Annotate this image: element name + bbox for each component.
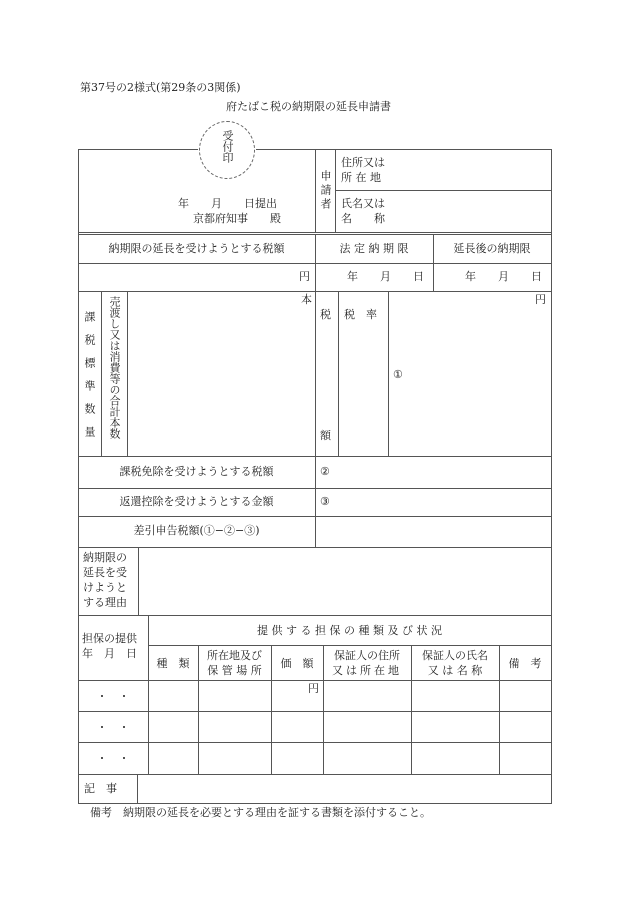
reception-stamp-label: 受付印 [221, 130, 234, 163]
amount-yen-unit: 円 [299, 270, 310, 283]
notes-field[interactable] [141, 777, 548, 800]
applicant-label: 申請者 [319, 170, 332, 212]
addressee: 京都府知事 殿 [193, 212, 281, 225]
legal-deadline-date[interactable]: 年 月 日 [347, 270, 424, 283]
extended-deadline-header: 延長後の納期限 [453, 242, 531, 255]
col-guarantor-name-1: 保証人の氏名 [422, 649, 488, 662]
address-field[interactable] [395, 152, 547, 187]
tax-amount-label-bottom: 額 [320, 429, 331, 442]
tax-base-label: 課税標準数量 [83, 311, 96, 449]
legal-deadline-header: 法 定 納 期 限 [339, 242, 409, 255]
amount-field[interactable] [82, 266, 297, 288]
exemption-field[interactable] [336, 459, 548, 485]
reason-label-3: けようと [83, 581, 127, 594]
security-group-header: 提 供 す る 担 保 の 種 類 及 び 状 況 [257, 624, 442, 637]
net-tax-label: 差引申告税額(①−②−③) [133, 524, 260, 537]
col-location-1: 所在地及び [207, 649, 262, 662]
reason-field[interactable] [142, 550, 548, 612]
footer-remark: 備考 納期限の延長を必要とする理由を証する書類を添付すること。 [90, 806, 431, 819]
refund-label: 返還控除を受けようとする金額 [119, 495, 274, 508]
tax-rate-field[interactable] [341, 326, 385, 452]
security-row-date[interactable]: ・ ・ [96, 752, 130, 765]
notes-label: 記 事 [84, 782, 117, 795]
form-number: 第37号の2様式(第29条の3関係) [80, 81, 241, 94]
address-label-1: 住所又は [341, 156, 385, 169]
exemption-label: 課税免除を受けようとする税額 [119, 465, 274, 478]
reason-label-4: する理由 [83, 596, 127, 609]
col-remarks: 備 考 [508, 657, 542, 670]
amount-header: 納期限の延長を受けようとする税額 [108, 242, 285, 255]
tax-amount-mark-1: ① [393, 368, 403, 381]
extended-deadline-date[interactable]: 年 月 日 [465, 270, 542, 283]
tax-amount-label-top: 税 [320, 308, 331, 321]
security-date-label-1: 担保の提供 [82, 632, 137, 645]
col-type: 種 類 [156, 657, 190, 670]
col-location-2: 保 管 場 所 [207, 664, 262, 677]
quantity-unit: 本 [301, 293, 312, 306]
form-title: 府たばこ税の納期限の延長申請書 [226, 100, 391, 113]
exemption-mark-2: ② [320, 465, 330, 478]
tax-rate-label: 税 率 [344, 308, 377, 321]
col-value: 価 額 [280, 657, 314, 670]
refund-field[interactable] [336, 490, 548, 514]
col-guarantor-address-2: 又は所在地 [332, 664, 402, 677]
tax-base-sub-label: 売渡し又は消費等の合計本数 [108, 296, 121, 439]
submission-date: 年 月 日提出 [178, 197, 277, 210]
security-row-date[interactable]: ・ ・ [96, 690, 130, 703]
reason-label-2: 延長を受 [83, 566, 127, 579]
tax-amount-field[interactable] [407, 308, 547, 452]
security-row-value-yen: 円 [308, 682, 319, 695]
net-tax-field[interactable] [320, 519, 548, 544]
address-label-2: 所 在 地 [341, 171, 381, 184]
security-date-label-2: 年 月 日 [82, 647, 137, 660]
quantity-field[interactable] [130, 306, 312, 452]
reason-label-1: 納期限の [83, 551, 127, 564]
tax-amount-yen-unit: 円 [535, 293, 546, 306]
security-row-date[interactable]: ・ ・ [96, 721, 130, 734]
col-guarantor-name-2: 又 は 名 称 [427, 664, 483, 677]
refund-mark-3: ③ [320, 495, 330, 508]
name-label-1: 氏名又は [341, 197, 385, 210]
name-field[interactable] [395, 193, 547, 229]
name-label-2: 名 称 [341, 212, 385, 225]
col-guarantor-address-1: 保証人の住所 [334, 649, 400, 662]
